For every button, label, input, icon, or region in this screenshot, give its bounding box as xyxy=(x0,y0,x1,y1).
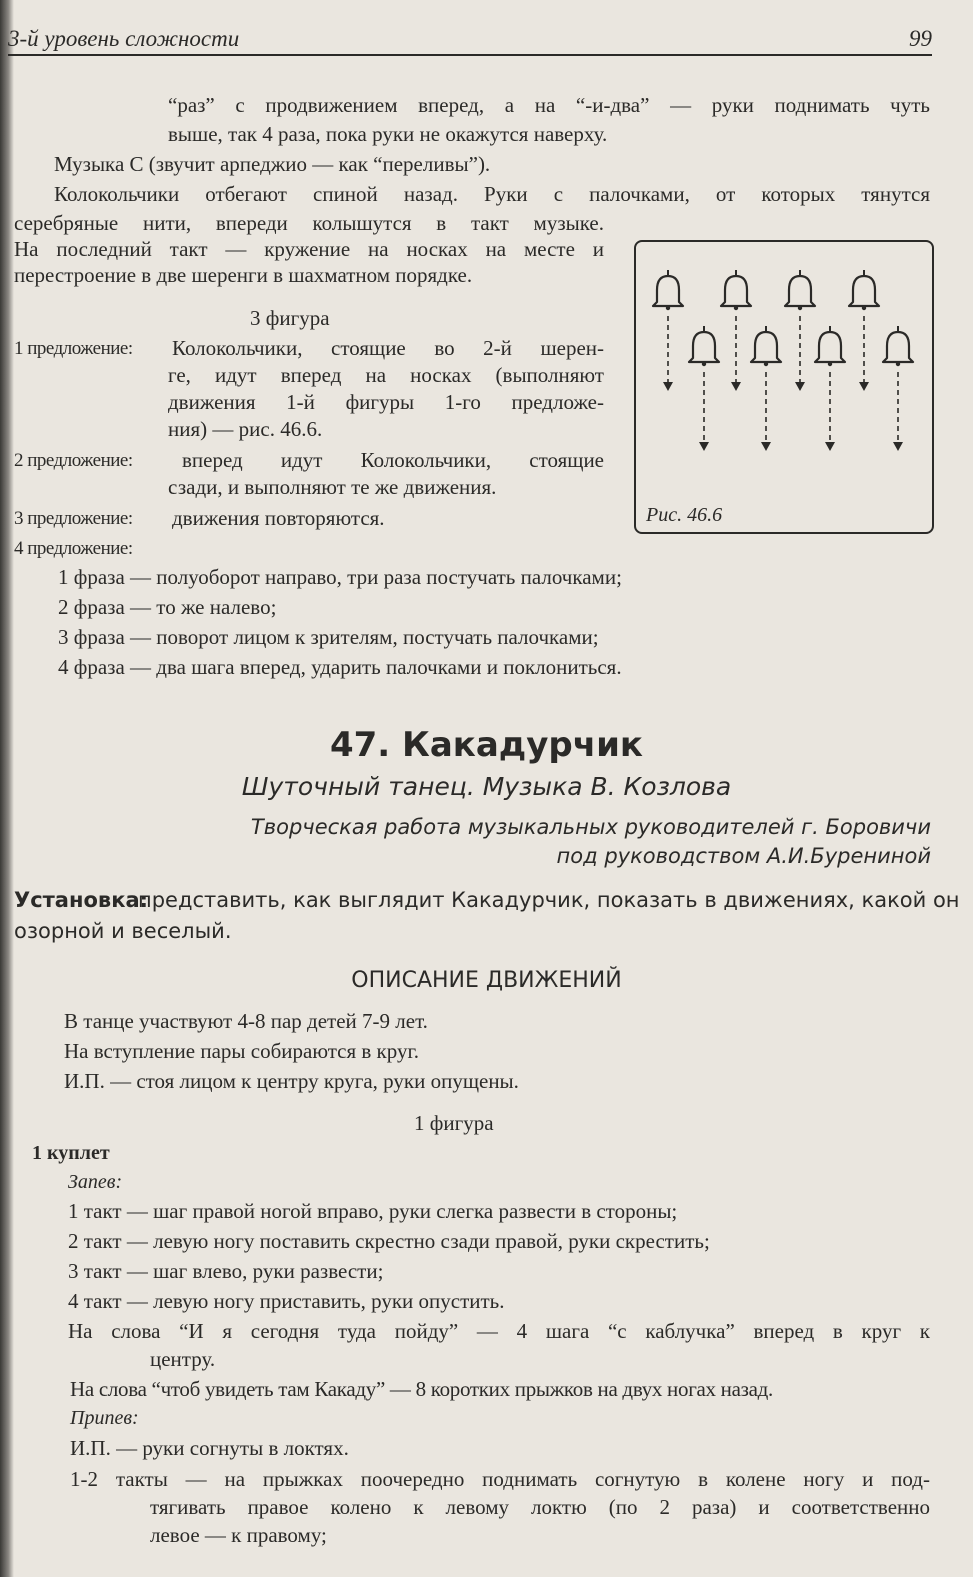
part-label: Припев: xyxy=(70,1407,139,1429)
bell-icon xyxy=(653,270,683,310)
figure-46-6 xyxy=(634,240,934,534)
text-line: 4 фраза — два шага вперед, ударить палочками и поклониться. xyxy=(58,655,622,679)
text-line: движения 1-й фигуры 1-го предложе- xyxy=(168,390,604,414)
bell-icon xyxy=(815,326,845,366)
text-line: 3 такт — шаг влево, руки развести; xyxy=(68,1259,384,1283)
text-line: 2 фраза — то же налево; xyxy=(58,595,277,619)
arrow-down-icon xyxy=(663,382,673,391)
text-line: озорной и веселый. xyxy=(14,919,232,943)
arrow-down-icon xyxy=(761,442,771,451)
text-line: На вступление пары собираются в круг. xyxy=(64,1039,419,1063)
arrow-down-icon xyxy=(795,382,805,391)
figure-caption: Рис. 46.6 xyxy=(646,504,723,526)
text-line: Колокольчики отбегают спиной назад. Руки с палочками, от которых тянутся xyxy=(54,182,930,206)
sentence-label: 2 предложение: xyxy=(14,450,133,471)
section-heading: 1 фигура xyxy=(414,1111,494,1135)
section-heading: ОПИСАНИЕ ДВИЖЕНИЙ xyxy=(351,968,622,993)
sentence-label: 1 предложение: xyxy=(14,338,133,359)
sentence-label: 3 предложение: xyxy=(14,508,133,529)
text-line: вперед идут Колокольчики, стоящие xyxy=(182,448,604,472)
credit-line: Творческая работа музыкальных руководителей г. Боровичи xyxy=(250,815,931,839)
bell-icon xyxy=(689,326,719,366)
part-label: Запев: xyxy=(68,1171,123,1193)
text-line: серебряные нити, впереди колышутся в такт музыке. xyxy=(14,211,604,235)
bell-icon xyxy=(721,270,751,310)
text-line: “раз” с продвижением вперед, а на “-и-два” — руки поднимать чуть xyxy=(168,93,930,117)
text-line: выше, так 4 раза, пока руки не окажутся наверху. xyxy=(168,122,608,146)
page-number: 99 xyxy=(909,26,932,51)
text-line: левое — к правому; xyxy=(150,1523,327,1547)
bells-diagram xyxy=(636,242,932,532)
text-line: На последний такт — кружение на носках на месте и xyxy=(14,237,604,261)
setup-label: Установка: xyxy=(14,888,149,912)
text-line: И.П. — руки согнуты в локтях. xyxy=(70,1436,349,1460)
arrow-down-icon xyxy=(893,442,903,451)
text-line: На слова “чтоб увидеть там Какаду” — 8 коротких прыжков на двух ногах назад. xyxy=(70,1377,773,1401)
text-line: перестроение в две шеренги в шахматном порядке. xyxy=(14,263,473,287)
bell-icon xyxy=(751,326,781,366)
verse-label: 1 куплет xyxy=(32,1142,110,1164)
bell-icon xyxy=(883,326,913,366)
credit-line: под руководством А.И.Бурениной xyxy=(556,844,931,868)
text-line: центру. xyxy=(150,1347,216,1371)
arrow-down-icon xyxy=(699,442,709,451)
bell-icon xyxy=(849,270,879,310)
text-line: ге, идут вперед на носках (выполняют xyxy=(168,363,604,387)
page-header xyxy=(8,22,932,56)
arrow-down-icon xyxy=(859,382,869,391)
text-line: В танце участвуют 4-8 пар детей 7-9 лет. xyxy=(64,1009,428,1033)
arrow-down-icon xyxy=(731,382,741,391)
text-line: Музыка С (звучит арпеджио — как “переливы”). xyxy=(54,152,491,176)
text-line: 2 такт — левую ногу поставить скрестно сзади правой, руки скрестить; xyxy=(68,1229,710,1253)
text-line: тягивать правое колено к левому локтю (по 2 раза) и соответственно xyxy=(150,1495,930,1519)
sentence-label: 4 предложение: xyxy=(14,538,133,559)
running-head: 3-й уровень сложности xyxy=(8,26,240,51)
text-line: 3 фраза — поворот лицом к зрителям, постучать палочками; xyxy=(58,625,599,649)
text-line: представить, как выглядит Какадурчик, показать в движениях, какой он xyxy=(138,888,960,912)
dance-title: 47. Какадурчик xyxy=(329,725,644,765)
bell-icon xyxy=(785,270,815,310)
dance-subtitle: Шуточный танец. Музыка В. Козлова xyxy=(241,772,732,801)
arrow-down-icon xyxy=(825,442,835,451)
text-line: сзади, и выполняют те же движения. xyxy=(168,475,497,499)
text-line: движения повторяются. xyxy=(172,506,385,530)
text-line: Колокольчики, стоящие во 2-й шерен- xyxy=(172,336,604,360)
text-line: 1 такт — шаг правой ногой вправо, руки слегка развести в стороны; xyxy=(68,1199,678,1223)
section-heading: 3 фигура xyxy=(250,306,330,330)
text-line: 1-2 такты — на прыжках поочередно поднимать согнутую в колене ногу и под- xyxy=(70,1467,930,1491)
text-line: И.П. — стоя лицом к центру круга, руки опущены. xyxy=(64,1069,519,1093)
text-line: ния) — рис. 46.6. xyxy=(168,417,323,441)
text-line: 1 фраза — полуоборот направо, три раза постучать палочками; xyxy=(58,565,622,589)
text-line: 4 такт — левую ногу приставить, руки опустить. xyxy=(68,1289,505,1313)
text-line: На слова “И я сегодня туда пойду” — 4 шага “с каблучка” вперед в круг к xyxy=(68,1319,930,1343)
